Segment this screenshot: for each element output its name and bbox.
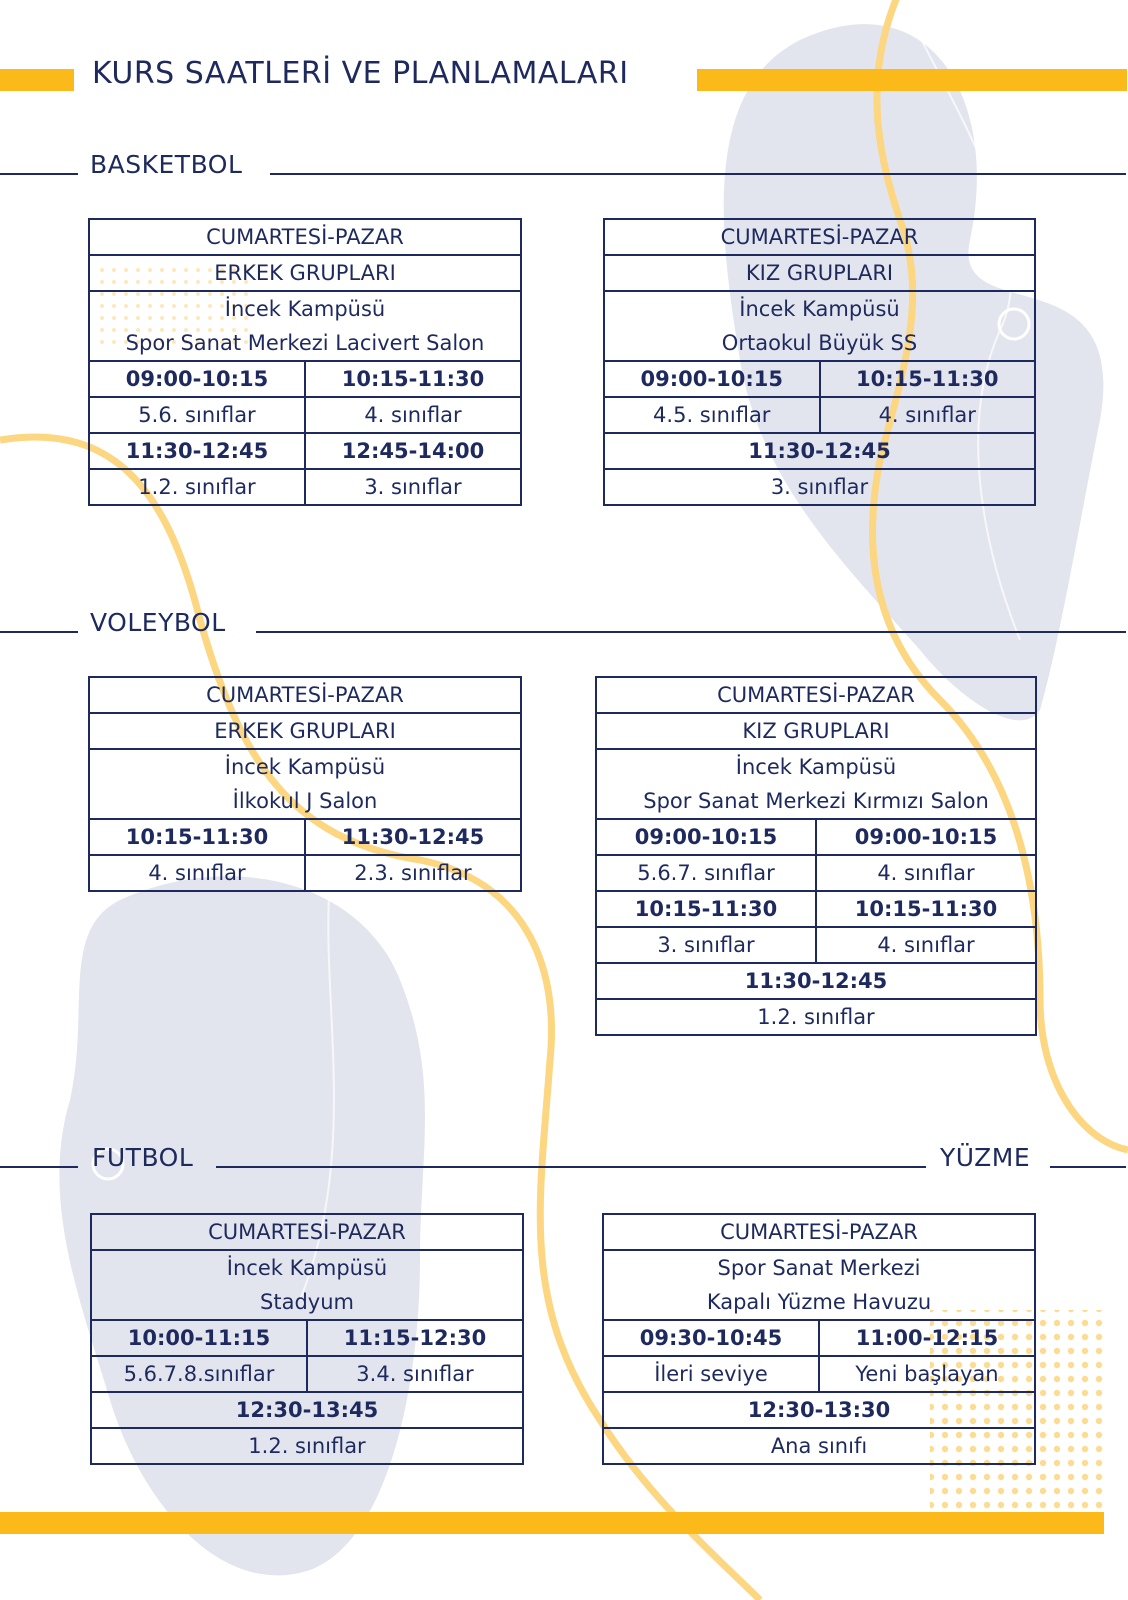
campus-cell: Spor Sanat Merkezi: [604, 1250, 1034, 1285]
class-cell: 4. sınıflar: [816, 855, 1035, 891]
footer-bar: [0, 1512, 1104, 1534]
time-cell: 10:15-11:30: [597, 891, 816, 927]
venue-cell: Spor Sanat Merkezi Kırmızı Salon: [597, 784, 1035, 819]
title-bar-right: [697, 69, 1127, 91]
time-cell: 11:00-12:15: [819, 1320, 1034, 1356]
day-cell: CUMARTESİ-PAZAR: [90, 678, 520, 713]
time-cell: 09:00-10:15: [597, 819, 816, 855]
campus-cell: İncek Kampüsü: [90, 749, 520, 784]
section-rule: [270, 173, 1126, 175]
class-cell: 3. sınıflar: [597, 927, 816, 963]
title-bar-left: [0, 69, 74, 91]
class-cell: 4.5. sınıflar: [605, 397, 820, 433]
campus-cell: İncek Kampüsü: [605, 291, 1034, 326]
class-cell: 1.2. sınıflar: [90, 469, 305, 504]
venue-cell: Stadyum: [92, 1285, 522, 1320]
voleybol-kiz-table: [595, 676, 1037, 1036]
time-cell: 11:15-12:30: [307, 1320, 522, 1356]
section-title-voleybol: VOLEYBOL: [90, 608, 226, 637]
section-rule: [0, 1166, 78, 1168]
group-cell: ERKEK GRUPLARI: [90, 255, 520, 291]
day-cell: CUMARTESİ-PAZAR: [604, 1215, 1034, 1250]
yuzme-table: [602, 1213, 1036, 1465]
class-cell: 2.3. sınıflar: [305, 855, 520, 890]
time-cell: 09:00-10:15: [90, 361, 305, 397]
class-cell: İleri seviye: [604, 1356, 819, 1392]
campus-cell: İncek Kampüsü: [90, 291, 520, 326]
page-title: KURS SAATLERİ VE PLANLAMALARI: [92, 56, 629, 91]
time-cell: 11:30-12:45: [90, 433, 305, 469]
venue-cell: Ortaokul Büyük SS: [605, 326, 1034, 361]
class-cell: 5.6.7.8.sınıflar: [92, 1356, 307, 1392]
class-cell: 4. sınıflar: [816, 927, 1035, 963]
section-rule: [256, 631, 1126, 633]
class-cell: Yeni başlayan: [819, 1356, 1034, 1392]
class-cell: 3. sınıflar: [305, 469, 520, 504]
section-title-futbol: FUTBOL: [92, 1143, 194, 1172]
time-cell: 09:00-10:15: [816, 819, 1035, 855]
campus-cell: İncek Kampüsü: [92, 1250, 522, 1285]
campus-cell: İncek Kampüsü: [597, 749, 1035, 784]
section-title-basketbol: BASKETBOL: [90, 150, 243, 179]
time-cell: 10:15-11:30: [820, 361, 1035, 397]
venue-cell: İlkokul J Salon: [90, 784, 520, 819]
class-cell: 4. sınıflar: [305, 397, 520, 433]
class-cell: 4. sınıflar: [820, 397, 1035, 433]
time-cell: 10:00-11:15: [92, 1320, 307, 1356]
time-cell: 10:15-11:30: [816, 891, 1035, 927]
time-cell: 11:30-12:45: [305, 819, 520, 855]
class-cell: 5.6.7. sınıflar: [597, 855, 816, 891]
voleybol-erkek-table: [88, 676, 522, 892]
class-cell: Ana sınıfı: [604, 1428, 1034, 1463]
day-cell: CUMARTESİ-PAZAR: [92, 1215, 522, 1250]
time-cell: 11:30-12:45: [605, 433, 1034, 469]
day-cell: CUMARTESİ-PAZAR: [605, 220, 1034, 255]
section-rule: [0, 173, 78, 175]
time-cell: 12:45-14:00: [305, 433, 520, 469]
section-rule: [1050, 1166, 1126, 1168]
venue-cell: Kapalı Yüzme Havuzu: [604, 1285, 1034, 1320]
section-rule: [0, 631, 78, 633]
class-cell: 1.2. sınıflar: [597, 999, 1035, 1034]
class-cell: 4. sınıflar: [90, 855, 305, 890]
section-title-yuzme: YÜZME: [940, 1143, 1031, 1172]
day-cell: CUMARTESİ-PAZAR: [597, 678, 1035, 713]
time-cell: 12:30-13:30: [604, 1392, 1034, 1428]
class-cell: 1.2. sınıflar: [92, 1428, 522, 1463]
futbol-table: [90, 1213, 524, 1465]
venue-cell: Spor Sanat Merkezi Lacivert Salon: [90, 326, 520, 361]
time-cell: 10:15-11:30: [305, 361, 520, 397]
class-cell: 3.4. sınıflar: [307, 1356, 522, 1392]
basketbol-erkek-table: [88, 218, 522, 506]
group-cell: KIZ GRUPLARI: [605, 255, 1034, 291]
class-cell: 5.6. sınıflar: [90, 397, 305, 433]
time-cell: 09:30-10:45: [604, 1320, 819, 1356]
day-cell: CUMARTESİ-PAZAR: [90, 220, 520, 255]
time-cell: 12:30-13:45: [92, 1392, 522, 1428]
section-rule: [216, 1166, 926, 1168]
time-cell: 09:00-10:15: [605, 361, 820, 397]
basketbol-kiz-table: [603, 218, 1036, 506]
class-cell: 3. sınıflar: [605, 469, 1034, 504]
group-cell: KIZ GRUPLARI: [597, 713, 1035, 749]
group-cell: ERKEK GRUPLARI: [90, 713, 520, 749]
time-cell: 10:15-11:30: [90, 819, 305, 855]
time-cell: 11:30-12:45: [597, 963, 1035, 999]
